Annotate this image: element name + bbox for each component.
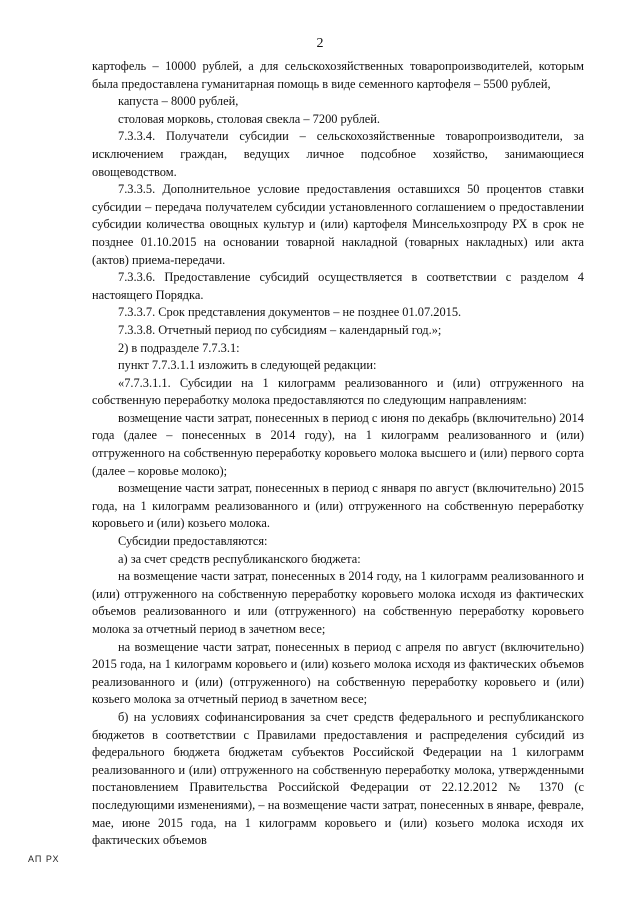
paragraph: 7.3.3.4. Получатели субсидии – сельскохозяйственные товаропроизводители, за исключением граждан, ведущих личное подсобное хозяйство, занимающиеся овощеводством.: [92, 129, 584, 179]
document-body: [92, 58, 584, 850]
page-number: 2: [316, 36, 324, 51]
paragraph: 7.3.3.6. Предоставление субсидий осуществляется в соответствии с разделом 4 настоящего Порядка.: [92, 270, 584, 302]
paragraph: 2) в подразделе 7.7.3.1:: [118, 340, 240, 355]
paragraph: возмещение части затрат, понесенных в период с января по август (включительно) 2015 года, на 1 килограмм реализованного и (или) отгруженного на собственную переработку коровьего и (или) козьего молока.: [92, 481, 584, 531]
paragraph: 7.3.3.8. Отчетный период по субсидиям – календарный год.»;: [118, 322, 442, 337]
paragraph: 7.3.3.5. Дополнительное условие предоставления оставшихся 50 процентов ставки субсидии – передача получателем субсидии установленного соглашением о предоставлении субсидии количества овощных культур и (или) картофеля Минсельхозпроду РХ в срок не позднее 01.10.2015 на основании товарной накладной (товарных накладных) или акта (актов) приема-передачи.: [92, 182, 584, 267]
paragraph: возмещение части затрат, понесенных в период с июня по декабрь (включительно) 2014 года (далее – понесенных в 2014 году), на 1 килограмм реализованного и (или) отгруженного на собственную переработку коровьего молока высшего и (или) первого сорта (далее – коровье молоко);: [92, 410, 584, 478]
paragraph: картофель – 10000 рублей, а для сельскохозяйственных товаропроизводителей, которым была предоставлена гуманитарная помощь в виде семенного картофеля – 5500 рублей,: [92, 59, 584, 91]
paragraph: на возмещение части затрат, понесенных в 2014 году, на 1 килограмм реализованного и (или) отгруженного на собственную переработку коровьего молока исходя из фактических объемов реализованного и или (отгруженного) на собственную переработку коровьего молока за отчетный период в зачетном весе;: [92, 569, 584, 636]
paragraph: пункт 7.7.3.1.1 изложить в следующей редакции:: [118, 358, 377, 373]
paragraph: б) на условиях софинансирования за счет средств федерального и республиканского бюджетов в соответствии с Правилами предоставления и распределения субсидий из федерального бюджета бюджетам субъектов Российской Федерации на 1 килограмм реализованного и (или) отгруженного на собственную переработку молока, утвержденными постановлением Правительства Российской Федерации от 22.12.2012 № 1370 (с последующими изменениями), – на возмещение части затрат, понесенных в январе, феврале, мае, июне 2015 года, на 1 килограмм коровьего и (или) козьего молока исходя их фактических объемов: [92, 709, 584, 848]
paragraph: капуста – 8000 рублей,: [118, 94, 239, 109]
paragraph: на возмещение части затрат, понесенных в период с апреля по август (включительно) 2015 года, на 1 килограмм коровьего и (или) козьего молока исходя из фактических объемов реализованного и (или) (отгруженного) на собственную переработку коровьего и (или) козьего молока за отчетный период в зачетном весе;: [92, 639, 584, 707]
paragraph: а) за счет средств республиканского бюджета:: [118, 551, 361, 566]
paragraph: Субсидии предоставляются:: [118, 534, 268, 549]
paragraph: 7.3.3.7. Срок представления документов – не позднее 01.07.2015.: [118, 305, 462, 320]
paragraph: столовая морковь, столовая свекла – 7200 рублей.: [118, 111, 381, 126]
footer-mark: АП РХ: [28, 854, 60, 864]
paragraph: «7.7.3.1.1. Субсидии на 1 килограмм реализованного и (или) отгруженного на собственную переработку молока предоставляются по следующим направлениям:: [92, 375, 584, 408]
